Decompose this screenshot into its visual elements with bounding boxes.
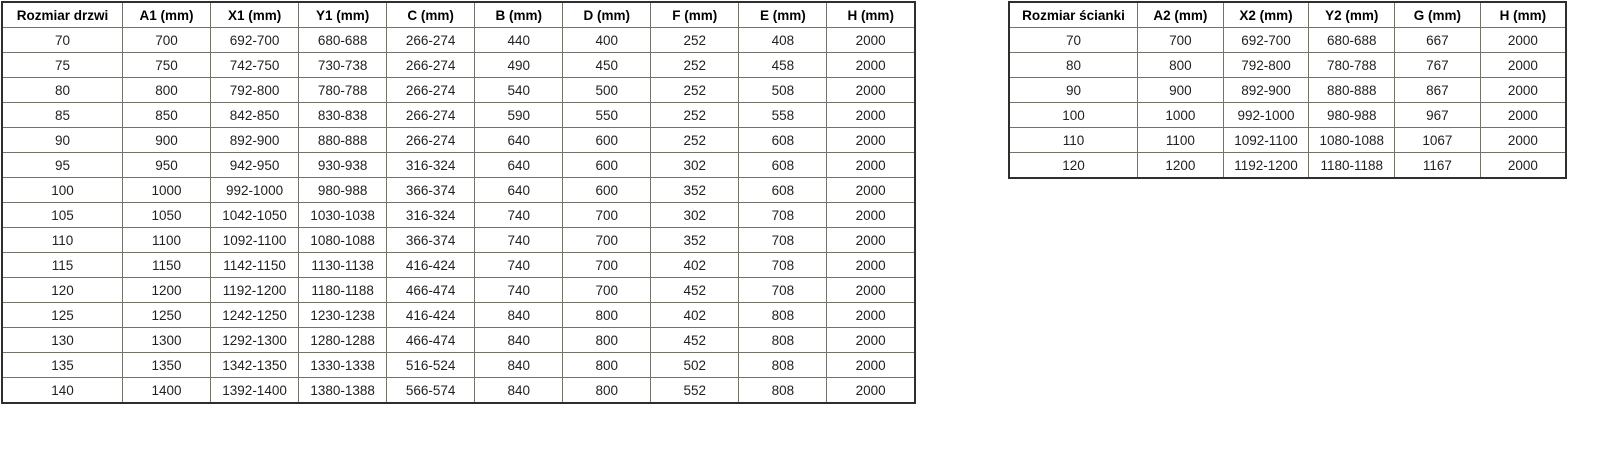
table-cell: 1350 [123, 353, 211, 378]
table-cell: 1280-1288 [299, 328, 387, 353]
table-cell: 440 [475, 28, 563, 53]
column-header: Y1 (mm) [299, 2, 387, 28]
table-cell: 266-274 [387, 78, 475, 103]
table-cell: 110 [2, 228, 123, 253]
table-cell: 80 [2, 78, 123, 103]
table-cell: 130 [2, 328, 123, 353]
table-cell: 266-274 [387, 103, 475, 128]
table-cell: 640 [475, 178, 563, 203]
table-cell: 600 [563, 128, 651, 153]
table-cell: 880-888 [299, 128, 387, 153]
table-cell: 1330-1338 [299, 353, 387, 378]
table-cell: 1142-1150 [211, 253, 299, 278]
door-sizes-table [1, 1, 916, 404]
table-cell: 2000 [827, 378, 915, 404]
table-cell: 458 [739, 53, 827, 78]
table-row [1009, 28, 1566, 53]
table-cell: 780-788 [1309, 53, 1395, 78]
table-cell: 900 [1138, 78, 1224, 103]
table-cell: 252 [651, 28, 739, 53]
table-cell: 120 [1009, 153, 1138, 179]
table-cell: 1000 [123, 178, 211, 203]
column-header: E (mm) [739, 2, 827, 28]
table-cell: 2000 [827, 253, 915, 278]
table-cell: 780-788 [299, 78, 387, 103]
column-header: H (mm) [1480, 2, 1566, 28]
table-cell: 316-324 [387, 203, 475, 228]
table-cell: 266-274 [387, 28, 475, 53]
table-cell: 680-688 [299, 28, 387, 53]
table-cell: 2000 [827, 128, 915, 153]
table-cell: 740 [475, 228, 563, 253]
column-header: Rozmiar drzwi [2, 2, 123, 28]
table-cell: 135 [2, 353, 123, 378]
door-sizes-table-body [2, 28, 915, 404]
table-cell: 70 [1009, 28, 1138, 53]
table-cell: 980-988 [299, 178, 387, 203]
table-cell: 550 [563, 103, 651, 128]
table-cell: 800 [123, 78, 211, 103]
table-cell: 808 [739, 353, 827, 378]
table-cell: 140 [2, 378, 123, 404]
table-cell: 402 [651, 303, 739, 328]
table-cell: 252 [651, 53, 739, 78]
table-cell: 590 [475, 103, 563, 128]
column-header: A2 (mm) [1138, 2, 1224, 28]
table-cell: 1080-1088 [1309, 128, 1395, 153]
table-row [2, 103, 915, 128]
table-cell: 302 [651, 153, 739, 178]
table-cell: 1100 [123, 228, 211, 253]
table-cell: 1150 [123, 253, 211, 278]
table-row [2, 253, 915, 278]
table-cell: 830-838 [299, 103, 387, 128]
table-cell: 252 [651, 128, 739, 153]
table-cell: 850 [123, 103, 211, 128]
table-cell: 708 [739, 253, 827, 278]
table-cell: 400 [563, 28, 651, 53]
table-cell: 700 [1138, 28, 1224, 53]
column-header: X2 (mm) [1223, 2, 1309, 28]
table-cell: 700 [563, 203, 651, 228]
table-cell: 608 [739, 153, 827, 178]
table-cell: 700 [123, 28, 211, 53]
table-cell: 708 [739, 278, 827, 303]
table-row [2, 278, 915, 303]
table-cell: 708 [739, 203, 827, 228]
table-cell: 867 [1395, 78, 1481, 103]
table-cell: 366-374 [387, 228, 475, 253]
column-header: H (mm) [827, 2, 915, 28]
table-cell: 680-688 [1309, 28, 1395, 53]
table-cell: 1167 [1395, 153, 1481, 179]
table-cell: 808 [739, 303, 827, 328]
table-cell: 667 [1395, 28, 1481, 53]
table-cell: 800 [563, 353, 651, 378]
table-cell: 266-274 [387, 53, 475, 78]
table-row [1009, 53, 1566, 78]
table-cell: 1342-1350 [211, 353, 299, 378]
table-cell: 892-900 [1223, 78, 1309, 103]
table-cell: 700 [563, 253, 651, 278]
table-cell: 500 [563, 78, 651, 103]
table-cell: 316-324 [387, 153, 475, 178]
table-row [2, 303, 915, 328]
table-cell: 125 [2, 303, 123, 328]
table-cell: 1242-1250 [211, 303, 299, 328]
table-cell: 115 [2, 253, 123, 278]
table-row [2, 178, 915, 203]
table-row [1009, 78, 1566, 103]
table-cell: 416-424 [387, 253, 475, 278]
table-cell: 466-474 [387, 278, 475, 303]
table-cell: 2000 [827, 303, 915, 328]
table-cell: 750 [123, 53, 211, 78]
table-cell: 742-750 [211, 53, 299, 78]
table-cell: 692-700 [1223, 28, 1309, 53]
table-cell: 640 [475, 153, 563, 178]
table-cell: 540 [475, 78, 563, 103]
table-row [2, 78, 915, 103]
table-cell: 800 [1138, 53, 1224, 78]
table-cell: 502 [651, 353, 739, 378]
wall-sizes-table-body [1009, 28, 1566, 179]
table-cell: 2000 [827, 203, 915, 228]
table-cell: 640 [475, 128, 563, 153]
table-cell: 105 [2, 203, 123, 228]
table-cell: 2000 [1480, 128, 1566, 153]
table-cell: 808 [739, 328, 827, 353]
table-cell: 800 [563, 378, 651, 404]
table-row [2, 328, 915, 353]
table-cell: 800 [563, 328, 651, 353]
table-cell: 2000 [827, 78, 915, 103]
table-cell: 608 [739, 128, 827, 153]
table-row [2, 353, 915, 378]
table-cell: 840 [475, 353, 563, 378]
table-cell: 2000 [1480, 103, 1566, 128]
table-cell: 1050 [123, 203, 211, 228]
table-cell: 408 [739, 28, 827, 53]
table-cell: 302 [651, 203, 739, 228]
table-cell: 1230-1238 [299, 303, 387, 328]
column-header: Y2 (mm) [1309, 2, 1395, 28]
table-cell: 892-900 [211, 128, 299, 153]
table-cell: 90 [1009, 78, 1138, 103]
table-cell: 266-274 [387, 128, 475, 153]
table-row [2, 228, 915, 253]
table-cell: 2000 [827, 28, 915, 53]
table-cell: 70 [2, 28, 123, 53]
column-header: Rozmiar ścianki [1009, 2, 1138, 28]
table-row [2, 53, 915, 78]
table-row [2, 203, 915, 228]
table-cell: 100 [2, 178, 123, 203]
wall-sizes-table [1008, 1, 1567, 179]
table-cell: 730-738 [299, 53, 387, 78]
table-cell: 600 [563, 153, 651, 178]
table-cell: 740 [475, 278, 563, 303]
door-sizes-table-header [2, 2, 915, 28]
column-header: X1 (mm) [211, 2, 299, 28]
table-cell: 552 [651, 378, 739, 404]
table-cell: 2000 [827, 103, 915, 128]
table-cell: 120 [2, 278, 123, 303]
table-cell: 992-1000 [211, 178, 299, 203]
table-cell: 767 [1395, 53, 1481, 78]
table-cell: 1180-1188 [299, 278, 387, 303]
table-cell: 516-524 [387, 353, 475, 378]
header-row [2, 2, 915, 28]
table-cell: 90 [2, 128, 123, 153]
table-cell: 930-938 [299, 153, 387, 178]
table-cell: 1200 [123, 278, 211, 303]
table-cell: 2000 [827, 153, 915, 178]
table-cell: 1300 [123, 328, 211, 353]
table-cell: 1067 [1395, 128, 1481, 153]
table-cell: 692-700 [211, 28, 299, 53]
table-cell: 452 [651, 328, 739, 353]
table-cell: 2000 [1480, 53, 1566, 78]
table-cell: 840 [475, 378, 563, 404]
table-cell: 740 [475, 203, 563, 228]
table-cell: 1092-1100 [211, 228, 299, 253]
table-cell: 792-800 [1223, 53, 1309, 78]
column-header: F (mm) [651, 2, 739, 28]
wall-sizes-table-header [1009, 2, 1566, 28]
table-cell: 452 [651, 278, 739, 303]
table-cell: 842-850 [211, 103, 299, 128]
table-cell: 95 [2, 153, 123, 178]
column-header: C (mm) [387, 2, 475, 28]
table-cell: 252 [651, 78, 739, 103]
column-header: G (mm) [1395, 2, 1481, 28]
table-cell: 2000 [827, 353, 915, 378]
table-cell: 558 [739, 103, 827, 128]
table-cell: 1000 [1138, 103, 1224, 128]
table-cell: 566-574 [387, 378, 475, 404]
table-cell: 1080-1088 [299, 228, 387, 253]
table-cell: 366-374 [387, 178, 475, 203]
table-cell: 1380-1388 [299, 378, 387, 404]
table-cell: 840 [475, 328, 563, 353]
table-cell: 2000 [827, 53, 915, 78]
table-cell: 900 [123, 128, 211, 153]
table-cell: 490 [475, 53, 563, 78]
table-cell: 608 [739, 178, 827, 203]
column-header: B (mm) [475, 2, 563, 28]
table-cell: 2000 [827, 178, 915, 203]
table-cell: 352 [651, 178, 739, 203]
table-cell: 1100 [1138, 128, 1224, 153]
header-row [1009, 2, 1566, 28]
table-cell: 980-988 [1309, 103, 1395, 128]
table-cell: 1192-1200 [211, 278, 299, 303]
table-cell: 800 [563, 303, 651, 328]
table-row [2, 153, 915, 178]
table-cell: 1392-1400 [211, 378, 299, 404]
table-cell: 840 [475, 303, 563, 328]
table-cell: 1192-1200 [1223, 153, 1309, 179]
table-cell: 466-474 [387, 328, 475, 353]
table-cell: 600 [563, 178, 651, 203]
table-row [2, 128, 915, 153]
table-cell: 110 [1009, 128, 1138, 153]
table-cell: 75 [2, 53, 123, 78]
table-cell: 740 [475, 253, 563, 278]
table-cell: 1250 [123, 303, 211, 328]
table-cell: 1092-1100 [1223, 128, 1309, 153]
table-row [1009, 128, 1566, 153]
table-cell: 1200 [1138, 153, 1224, 179]
table-cell: 1030-1038 [299, 203, 387, 228]
column-header: A1 (mm) [123, 2, 211, 28]
table-cell: 416-424 [387, 303, 475, 328]
table-cell: 100 [1009, 103, 1138, 128]
table-row [2, 28, 915, 53]
table-cell: 352 [651, 228, 739, 253]
table-cell: 508 [739, 78, 827, 103]
table-cell: 2000 [827, 228, 915, 253]
table-cell: 252 [651, 103, 739, 128]
table-cell: 942-950 [211, 153, 299, 178]
table-cell: 708 [739, 228, 827, 253]
table-cell: 1180-1188 [1309, 153, 1395, 179]
table-cell: 2000 [1480, 153, 1566, 179]
table-row [1009, 153, 1566, 179]
table-cell: 880-888 [1309, 78, 1395, 103]
table-cell: 2000 [1480, 28, 1566, 53]
table-row [2, 378, 915, 404]
table-cell: 808 [739, 378, 827, 404]
table-cell: 450 [563, 53, 651, 78]
table-cell: 1400 [123, 378, 211, 404]
table-row [1009, 103, 1566, 128]
table-cell: 2000 [827, 278, 915, 303]
table-cell: 967 [1395, 103, 1481, 128]
column-header: D (mm) [563, 2, 651, 28]
table-cell: 80 [1009, 53, 1138, 78]
table-cell: 700 [563, 228, 651, 253]
table-cell: 1292-1300 [211, 328, 299, 353]
table-cell: 992-1000 [1223, 103, 1309, 128]
table-cell: 2000 [827, 328, 915, 353]
table-cell: 950 [123, 153, 211, 178]
table-cell: 1042-1050 [211, 203, 299, 228]
table-cell: 700 [563, 278, 651, 303]
table-cell: 2000 [1480, 78, 1566, 103]
table-cell: 85 [2, 103, 123, 128]
table-cell: 1130-1138 [299, 253, 387, 278]
table-cell: 402 [651, 253, 739, 278]
table-cell: 792-800 [211, 78, 299, 103]
